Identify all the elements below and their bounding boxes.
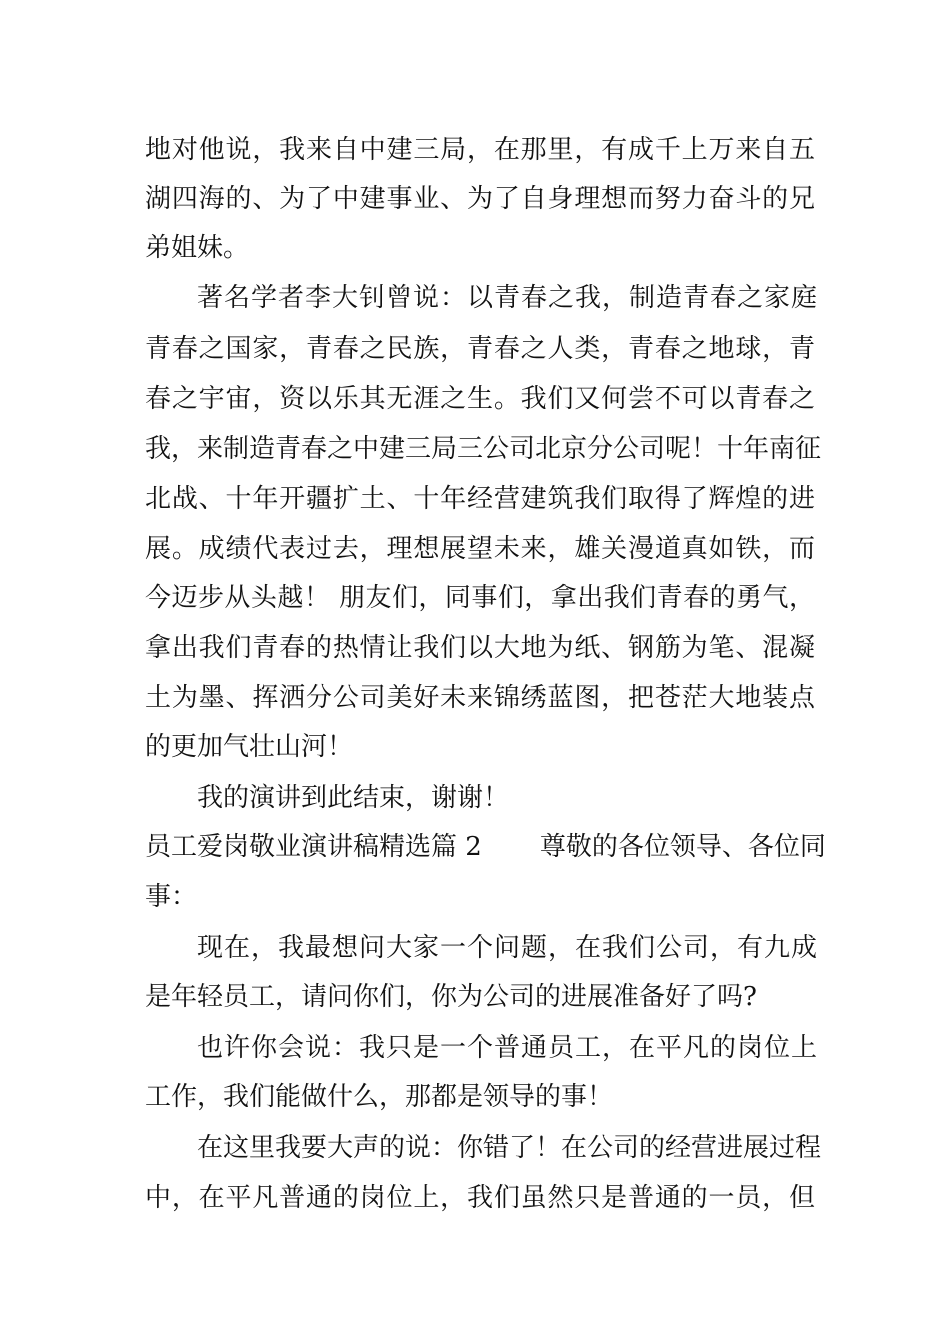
paragraph-first-line: 也许你会说：我只是一个普通员工，在平凡的岗位上: [197, 1033, 817, 1063]
text-line: 事：: [145, 882, 198, 912]
paragraph-first-line: 著名学者李大钊曾说：以青春之我，制造青春之家庭: [197, 283, 817, 313]
text-line: 的更加气壮山河！: [145, 732, 354, 762]
text-line: 地对他说，我来自中建三局，在那里，有成千上万来自五: [145, 135, 815, 165]
section-heading: [145, 829, 826, 865]
text-line: 北战、十年开疆扩土、十年经营建筑我们取得了辉煌的进: [145, 484, 815, 514]
text-line: 中，在平凡普通的岗位上，我们虽然只是普通的一员，但: [145, 1183, 815, 1213]
paragraph-first-line: 在这里我要大声的说：你错了！在公司的经营进展过程: [197, 1133, 822, 1163]
paragraph-first-line: 现在，我最想问大家一个问题，在我们公司，有九成: [197, 933, 817, 963]
text-line: 青春之国家，青春之民族，青春之人类，青春之地球，青: [145, 334, 815, 364]
text-line: 拿出我们青春的热情让我们以大地为纸、钢筋为笔、混凝: [145, 633, 815, 663]
text-line: 我，来制造青春之中建三局三公司北京分公司呢！十年南征: [145, 434, 822, 464]
section-title: 员工爱岗敬业演讲稿精选篇 2: [145, 832, 482, 862]
greeting-line: 尊敬的各位领导、各位同: [539, 832, 826, 862]
text-line: 弟姐妹。: [145, 233, 250, 263]
text-line: 春之宇宙，资以乐其无涯之生。我们又何尝不可以青春之: [145, 384, 815, 414]
text-line: 展。成绩代表过去，理想展望未来，雄关漫道真如铁，而: [145, 534, 815, 564]
text-line: 土为墨、挥洒分公司美好未来锦绣蓝图，把苍茫大地装点: [145, 683, 815, 713]
text-line: 湖四海的、为了中建事业、为了自身理想而努力奋斗的兄: [145, 184, 815, 214]
closing-line: 我的演讲到此结束，谢谢！: [197, 783, 510, 813]
text-line: 今迈步从头越！ 朋友们，同事们，拿出我们青春的勇气，: [145, 583, 815, 613]
text-line: 是年轻员工，请问你们，你为公司的进展准备好了吗?: [145, 982, 757, 1012]
text-line: 工作，我们能做什么，那都是领导的事！: [145, 1082, 614, 1112]
